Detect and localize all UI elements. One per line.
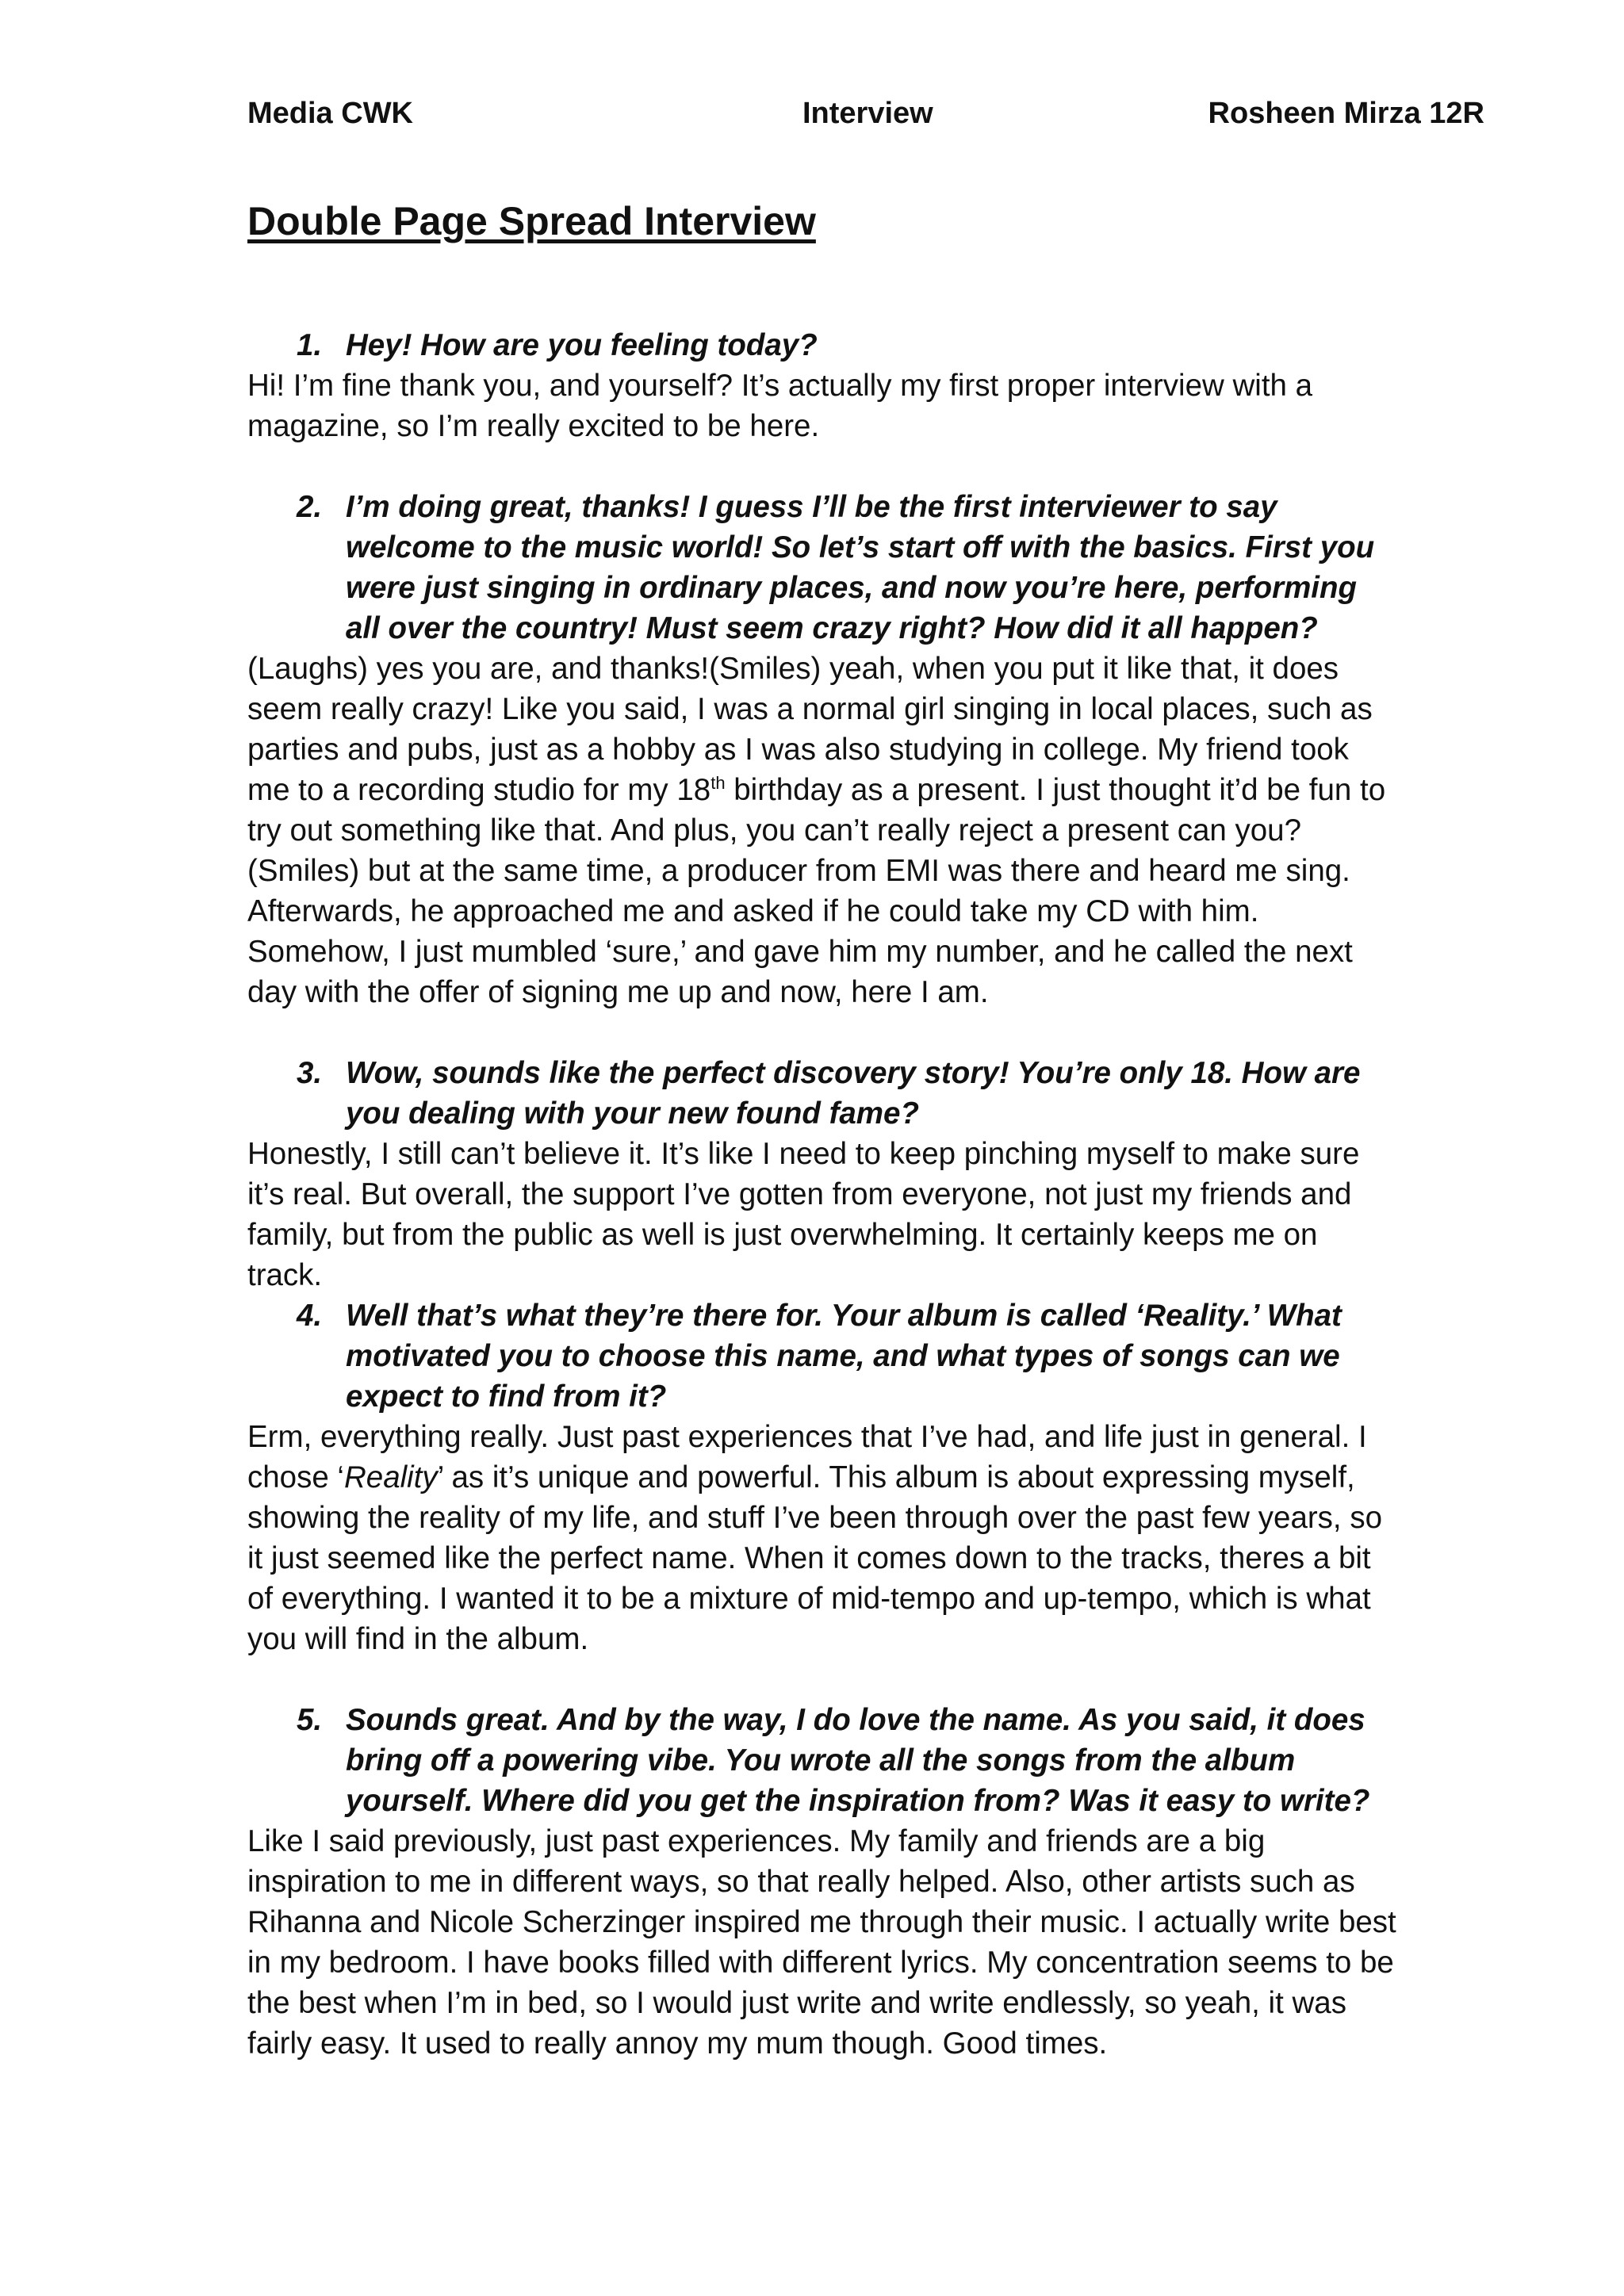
question-number: 4. xyxy=(297,1299,323,1333)
header-author: Rosheen Mirza 12R xyxy=(1208,97,1484,130)
answer-text: (Laughs) yes you are, and thanks!(Smiles) yeah, when you put it like that, it does seem really crazy! Like you said, I was a normal girl singing in local places, such as parties and pubs, just as a hobby as I was also studying in college. My friend took me to a recording studio for my 18 xyxy=(247,652,1373,807)
answer-text: birthday as a present. I just thought it’d be fun to try out something like that. And plus, you can’t really reject a present can you? (Smiles) but at the same time, a producer from EMI was there and heard me sing. Afterwards, he approached me and asked if he could take my CD with him. Somehow, I just mumbled ‘sure,’ and gave him my number, and he called the next day with the offer of signing me up and now, here I am. xyxy=(247,773,1386,1009)
question-3 xyxy=(247,1053,1397,1134)
question-text: Sounds great. And by the way, I do love the name. As you said, it does bring off a powering vibe. You wrote all the songs from the album yourself. Where did you get the inspiration from? Was it easy to write? xyxy=(346,1703,1370,1818)
question-number: 2. xyxy=(297,490,323,524)
question-4 xyxy=(247,1295,1397,1417)
question-2 xyxy=(247,487,1397,649)
question-number: 1. xyxy=(297,328,323,362)
answer-text: Erm, everything really. Just past experiences that I’ve had, and life just in general. I chose ‘ xyxy=(247,1420,1367,1494)
header-course: Media CWK xyxy=(247,97,413,130)
question-1 xyxy=(247,325,1397,365)
qa-item-5 xyxy=(247,1700,1397,2064)
qa-item-3 xyxy=(247,1053,1397,1295)
question-text: Wow, sounds like the perfect discovery story! You’re only 18. How are you dealing with your new found fame? xyxy=(346,1056,1361,1131)
answer-5: Like I said previously, just past experiences. My family and friends are a big inspiration to me in different ways, so that really helped. Also, other artists such as Rihanna and Nicole Scherzinger inspired me through their music. I actually write best in my bedroom. I have books filled with different lyrics. My concentration seems to be the best when I’m in bed, so I would just write and write endlessly, so yeah, it was fairly easy. It used to really annoy my mum though. Good times. xyxy=(247,1824,1396,2061)
question-5 xyxy=(247,1700,1397,1821)
ordinal-suffix: th xyxy=(710,773,726,794)
answer-3: Honestly, I still can’t believe it. It’s like I need to keep pinching myself to make sure it’s real. But overall, the support I’ve gotten from everyone, not just my friends and family, but from the public as well is just overwhelming. It certainly keeps me on track. xyxy=(247,1137,1360,1292)
album-title: Reality xyxy=(344,1460,438,1494)
qa-item-1 xyxy=(247,325,1397,446)
answer-text: ’ as it’s unique and powerful. This album is about expressing myself, showing the reality of my life, and stuff I’ve been through over the past few years, so it just seemed like the perfect name. When it comes down to the tracks, theres a bit of everything. I wanted it to be a mixture of mid-tempo and up-tempo, which is what you will find in the album. xyxy=(247,1460,1382,1656)
question-number: 5. xyxy=(297,1703,323,1737)
question-number: 3. xyxy=(297,1056,323,1090)
page-title: Double Page Spread Interview xyxy=(247,199,816,243)
answer-4 xyxy=(247,1417,1397,1659)
answer-1: Hi! I’m fine thank you, and yourself? It’s actually my first proper interview with a magazine, so I’m really excited to be here. xyxy=(247,369,1313,443)
question-text: Hey! How are you feeling today? xyxy=(346,328,818,362)
question-text: I’m doing great, thanks! I guess I’ll be the first interviewer to say welcome to the music world! So let’s start off with the basics. First you were just singing in ordinary places, and now you’re here, performing all over the country! Must seem crazy right? How did it all happen? xyxy=(346,490,1375,645)
page-header xyxy=(247,97,1484,144)
interview-body xyxy=(247,325,1397,2064)
qa-item-4 xyxy=(247,1295,1397,1659)
answer-2 xyxy=(247,649,1397,1012)
qa-item-2 xyxy=(247,487,1397,1012)
question-text: Well that’s what they’re there for. Your album is called ‘Reality.’ What motivated you to choose this name, and what types of songs can we expect to find from it? xyxy=(346,1299,1342,1414)
header-section: Interview xyxy=(802,97,933,130)
